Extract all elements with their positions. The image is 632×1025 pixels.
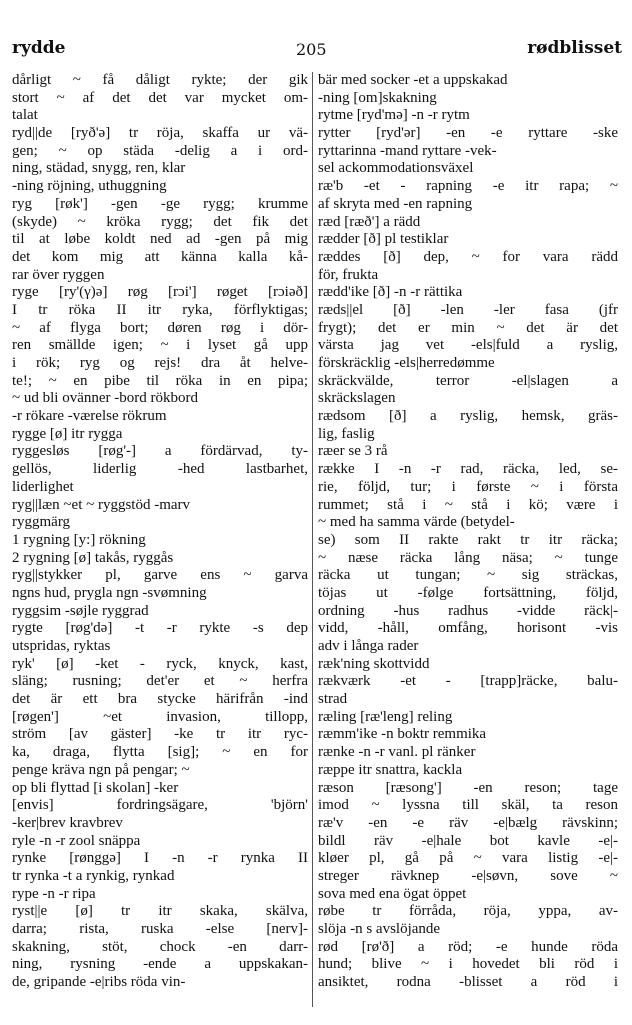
dictionary-line: talat <box>12 107 38 124</box>
dictionary-line: dårligt ~ få dåligt rykte; der gik <box>12 72 308 88</box>
column-divider <box>312 72 313 1007</box>
dictionary-line: ræmm'ike -n boktr remmika <box>318 726 487 743</box>
dictionary-line: räcka ut tungan; ~ sig sträckas, <box>318 567 618 584</box>
dictionary-line: ryggsim -søjle ryggrad <box>12 602 149 619</box>
dictionary-line: liderlighet <box>12 478 74 495</box>
dictionary-line: ryd||de [ryð'ə] tr röja, skaffa ur vä- <box>12 125 308 142</box>
dictionary-line: lig, faslig <box>318 425 375 442</box>
right-guideword: rødblisset <box>527 38 622 58</box>
dictionary-line: rummet; stå i ~ stå i kö; være i <box>318 496 618 513</box>
dictionary-line: frygt); det er min ~ det är det <box>318 319 618 336</box>
dictionary-line: adv i långa rader <box>318 638 419 654</box>
dictionary-line: gellös, liderlig -hed lastbarhet, <box>12 461 308 478</box>
dictionary-line: de, gripande -e|ribs röda vin- <box>12 974 186 991</box>
dictionary-line: række I -n -r rad, räcka, led, se- <box>318 461 618 478</box>
dictionary-line: bär med socker -et a uppskakad <box>318 72 508 88</box>
dictionary-line: sova med ena ögat öppet <box>318 885 467 902</box>
dictionary-line: rynke [rønggə] I -n -r rynka II <box>12 850 308 867</box>
dictionary-line: skakning, stöt, chock -en darr- <box>12 938 308 955</box>
dictionary-line: rækværk -et - [trapp]räcke, balu- <box>318 673 618 690</box>
dictionary-line: sel ackommodationsväxel <box>318 160 474 177</box>
dictionary-line: ræddes [ð] dep, ~ for vara rädd <box>318 248 618 265</box>
dictionary-line: rædder [ð] pl testiklar <box>318 231 449 248</box>
dictionary-line: i rök; ryg og rejs! dra åt helve- <box>12 355 308 371</box>
dictionary-line: gen; ~ op städa -delig a i ord- <box>12 142 308 159</box>
dictionary-line: det är ett bra stycke härifrån -ind <box>12 691 308 708</box>
dictionary-line: rie, följd, tur; i første ~ i första <box>318 478 618 495</box>
dictionary-line: ræ'b -et - rapning -e itr rapa; ~ <box>318 178 618 195</box>
dictionary-line: penge kräva ngn på pengar; ~ <box>12 761 190 778</box>
dictionary-line: ~ af flyga bort; døren røg i dör- <box>12 319 308 336</box>
dictionary-line: ræk'ning skottvidd <box>318 655 430 672</box>
dictionary-line: ning, städad, snygg, ren, klar <box>12 160 186 177</box>
dictionary-line: hund; blive ~ i hovedet bli röd i <box>318 956 618 973</box>
dictionary-line: rar över ryggen <box>12 266 105 283</box>
dictionary-line: -ning [om]skakning <box>318 89 437 106</box>
dictionary-line: ræling [ræ'leng] reling <box>318 708 453 725</box>
right-column <box>318 72 618 992</box>
dictionary-line: ryttarinna -mand ryttare -vek- <box>318 142 497 159</box>
dictionary-line: ræer se 3 rå <box>318 443 388 460</box>
dictionary-line: skräckvälde, terror -el|slagen a <box>318 372 618 389</box>
dictionary-line: det kom mig att känna kalla kå- <box>12 248 308 265</box>
dictionary-line: ræd [ræð'] a rädd <box>318 213 421 230</box>
dictionary-line: rytter [ryd'ər] -en -e ryttare -ske <box>318 125 618 142</box>
dictionary-line: slöja -n s avslöjande <box>318 921 441 937</box>
dictionary-line: streger rävknep -e|søvn, sove ~ <box>318 867 618 884</box>
dictionary-line: tr rynka -t a rynkig, rynkad <box>12 867 175 884</box>
dictionary-line: I tr röka II itr ryka, förflyktigas; <box>12 301 308 318</box>
dictionary-line: ryggesløs [røg'-] a fördärvad, ty- <box>12 443 308 460</box>
left-column <box>12 72 308 992</box>
dictionary-line: ~ næse räcka lång näsa; ~ tunge <box>318 549 618 566</box>
dictionary-line: røbe tr förråda, röja, yppa, av- <box>318 903 618 920</box>
dictionary-line: ræ'v -en -e räv -e|bælg rävskinn; <box>318 814 618 831</box>
dictionary-line: -ning röjning, uthuggning <box>12 178 167 195</box>
dictionary-line: töjas ut -følge fortsättning, följd, <box>318 584 618 601</box>
dictionary-line: [envis] fordringsägare, 'björn' <box>12 797 308 814</box>
dictionary-line: värsta jag vet -els|fuld a ryslig, <box>318 337 618 354</box>
dictionary-line: [røgen'] ~et invasion, tillopp, <box>12 708 308 725</box>
dictionary-line: ryle -n -r zool snäppa <box>12 832 141 849</box>
dictionary-line: skräckslagen <box>318 390 396 407</box>
dictionary-line: ryggmärg <box>12 514 71 531</box>
dictionary-line: ræson [ræsong'] -en reson; tage <box>318 779 618 796</box>
dictionary-line: ngns hud, prygla ngn -svømning <box>12 584 207 601</box>
dictionary-line: ~ med ha samma värde (betydel- <box>318 514 515 531</box>
dictionary-line: darra; rista, ruska -else [nerv]- <box>12 921 308 937</box>
dictionary-line: ryge [ry'(γ)ə] røg [rɔi'] røget [rɔiəð] <box>12 284 308 301</box>
dictionary-line: -r rökare -værelse rökrum <box>12 408 167 425</box>
dictionary-line: förskräcklig -els|herredømme <box>318 355 495 371</box>
dictionary-line: te!; ~ en pibe til röka in en pipa; <box>12 372 308 389</box>
dictionary-line: -ker|brev kravbrev <box>12 814 123 831</box>
dictionary-line: ryg||stykker pl, garve ens ~ garva <box>12 567 308 584</box>
dictionary-line: til at løbe koldt ned ad -gen på mig <box>12 231 308 248</box>
dictionary-line: op bli flyttad [i skolan] -ker <box>12 779 179 796</box>
dictionary-line: ka, draga, flytta [sig]; ~ en for <box>12 744 308 761</box>
dictionary-line: utspridas, ryktas <box>12 638 111 654</box>
page-header <box>10 38 622 66</box>
dictionary-line: ræds||el [ð] -len -ler fasa (jfr <box>318 301 618 318</box>
dictionary-line: rænke -n -r vanl. pl ränker <box>318 744 476 761</box>
dictionary-line: (skyde) ~ kröka rygg; det fik det <box>12 213 308 230</box>
page-number: 205 <box>296 40 327 59</box>
dictionary-line: ordning -hus radhus -vidde räck|- <box>318 602 618 619</box>
dictionary-line: rædsom [ð] a ryslig, hemsk, gräs- <box>318 408 618 425</box>
dictionary-line: kløer pl, gå på ~ vara listig -e|- <box>318 850 618 867</box>
dictionary-line: bildl räv -e|hale bot kavle -e|- <box>318 832 618 849</box>
dictionary-line: rygge [ø] itr rygga <box>12 425 123 442</box>
dictionary-line: ren smällde igen; ~ i lyset gå upp <box>12 337 308 354</box>
dictionary-line: se) som II rakte rakt tr itr räcka; <box>318 531 618 548</box>
dictionary-line: ~ ud bli ovänner -bord rökbord <box>12 390 198 407</box>
dictionary-line: släng; rusning; det'er et ~ herfra <box>12 673 308 690</box>
dictionary-line: rædd'ike [ð] -n -r rättika <box>318 284 463 301</box>
dictionary-line: rytme [ryd'mə] -n -r rytm <box>318 107 470 124</box>
dictionary-line: rype -n -r ripa <box>12 885 96 902</box>
dictionary-line: ryg [røk'] -gen -ge rygg; krumme <box>12 195 308 212</box>
dictionary-line: imod ~ lyssna till skäl, ta reson <box>318 797 618 814</box>
dictionary-line: rygte [røg'də] -t -r rykte -s dep <box>12 620 308 637</box>
dictionary-line: ræppe itr snattra, kackla <box>318 761 463 778</box>
dictionary-line: 1 rygning [y:] rökning <box>12 531 146 548</box>
dictionary-line: stort ~ af det det var mycket om- <box>12 89 308 106</box>
dictionary-line: rød [rø'ð] a röd; -e hunde röda <box>318 938 618 955</box>
dictionary-line: ansiktet, rodna -blisset a röd i <box>318 974 618 991</box>
dictionary-line: 2 rygning [ø] takås, ryggås <box>12 549 174 566</box>
dictionary-line: strad <box>318 691 348 708</box>
dictionary-line: ryst||e [ø] tr itr skaka, skälva, <box>12 903 308 920</box>
dictionary-line: ning, rysning -ende a uppskakan- <box>12 956 308 973</box>
dictionary-line: ryk' [ø] -ket - ryck, knyck, kast, <box>12 655 308 672</box>
dictionary-line: ryg||læn ~et ~ ryggstöd -marv <box>12 496 191 513</box>
dictionary-line: af skryta med -en rapning <box>318 195 473 212</box>
dictionary-line: ström [av gäster] -ke tr itr ryc- <box>12 726 308 743</box>
left-guideword: rydde <box>12 38 66 58</box>
dictionary-line: för, frukta <box>318 266 379 283</box>
dictionary-line: vidd, -håll, omfång, horisont -vis <box>318 620 618 637</box>
